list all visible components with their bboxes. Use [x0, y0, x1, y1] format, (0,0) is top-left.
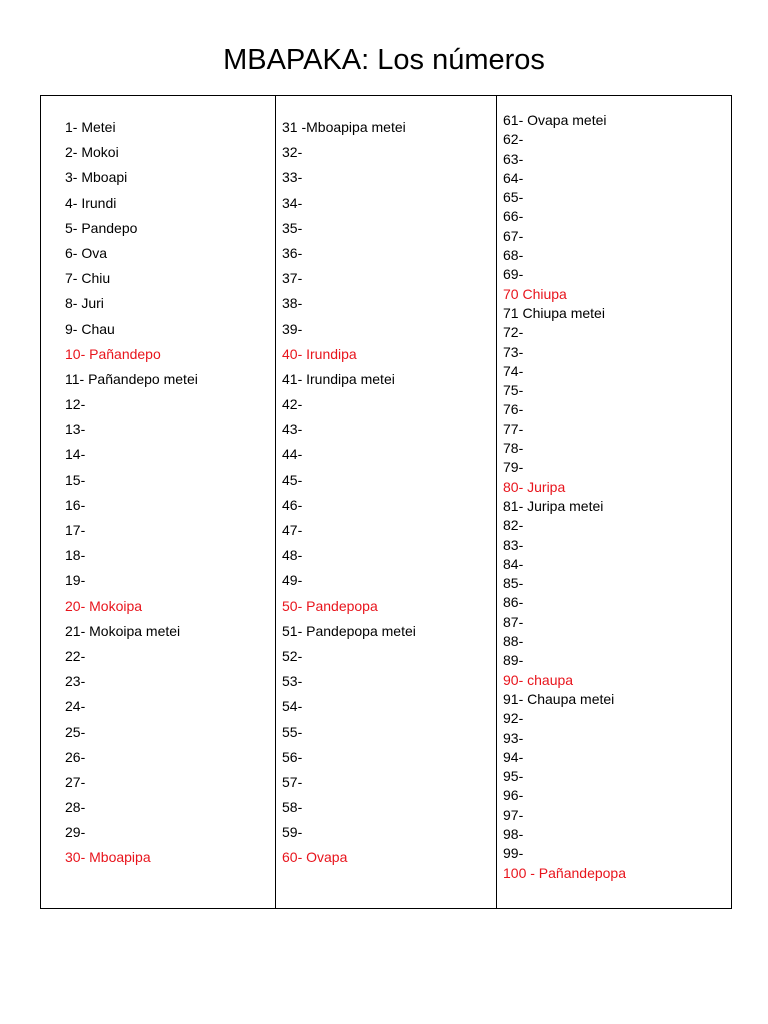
number-list-1	[41, 96, 275, 875]
list-item: 19-	[65, 572, 86, 589]
list-item: 73-	[503, 343, 524, 360]
list-item-highlighted: 90- chaupa	[503, 671, 574, 688]
list-item: 62-	[503, 131, 524, 148]
list-item: 1- Metei	[65, 119, 116, 135]
list-item: 84-	[503, 555, 524, 572]
list-item: 93-	[503, 729, 524, 746]
list-item: 61- Ovapa metei	[503, 112, 607, 128]
list-item: 8- Juri	[65, 295, 104, 312]
list-item: 38-	[282, 295, 303, 312]
list-item: 67-	[503, 227, 524, 244]
list-item-highlighted: 40- Irundipa	[282, 345, 357, 362]
list-item: 75-	[503, 382, 524, 399]
list-item: 31 -Mboapipa metei	[282, 119, 406, 135]
list-item: 48-	[282, 547, 303, 564]
list-item: 96-	[503, 787, 524, 804]
list-item: 42-	[282, 396, 303, 413]
list-item-highlighted: 100 - Pañandepopa	[503, 864, 626, 881]
column-1	[41, 96, 276, 908]
list-item: 89-	[503, 652, 524, 669]
list-item: 12-	[65, 396, 86, 413]
list-item: 21- Mokoipa metei	[65, 622, 181, 639]
list-item: 3- Mboapi	[65, 169, 128, 186]
list-item: 81- Juripa metei	[503, 497, 604, 514]
list-item: 92-	[503, 710, 524, 727]
list-item: 17-	[65, 522, 86, 538]
list-item: 94-	[503, 748, 524, 765]
list-item: 77-	[503, 420, 524, 437]
list-item-highlighted: 10- Pañandepo	[65, 345, 161, 362]
list-item: 26-	[65, 748, 86, 765]
list-item-highlighted: 50- Pandepopa	[282, 597, 378, 614]
list-item: 83-	[503, 536, 524, 553]
list-item: 25-	[65, 723, 86, 740]
list-item: 36-	[282, 244, 303, 261]
list-item: 11- Pañandepo metei	[65, 370, 198, 387]
list-item-highlighted: 60- Ovapa	[282, 849, 348, 866]
list-item: 63-	[503, 150, 524, 167]
list-item: 76-	[503, 401, 524, 418]
list-item-highlighted: 80- Juripa	[503, 478, 566, 495]
list-item: 46-	[282, 496, 303, 513]
list-item: 69-	[503, 266, 524, 283]
list-item: 98-	[503, 825, 524, 842]
list-item: 6- Ova	[65, 244, 108, 261]
list-item: 37-	[282, 270, 303, 287]
list-item: 13-	[65, 421, 86, 438]
list-item: 22-	[65, 647, 86, 664]
list-item: 39-	[282, 320, 303, 337]
list-item: 55-	[282, 723, 303, 740]
list-item-highlighted: 30- Mboapipa	[65, 849, 151, 866]
list-item: 79-	[503, 459, 524, 476]
list-item: 51- Pandepopa metei	[282, 622, 416, 639]
list-item: 64-	[503, 169, 524, 186]
list-item: 66-	[503, 208, 524, 225]
list-item: 34-	[282, 194, 303, 211]
list-item: 24-	[65, 698, 86, 715]
list-item: 9- Chau	[65, 320, 115, 337]
list-item: 43-	[282, 421, 303, 438]
list-item: 56-	[282, 748, 303, 765]
list-item: 4- Irundi	[65, 194, 117, 211]
list-item: 52-	[282, 647, 303, 664]
column-2	[276, 96, 497, 908]
list-item: 47-	[282, 522, 303, 538]
list-item-highlighted: 20- Mokoipa	[65, 597, 143, 614]
list-item: 29-	[65, 824, 86, 841]
numbers-table	[40, 95, 732, 909]
list-item: 59-	[282, 824, 303, 841]
list-item: 53-	[282, 673, 303, 690]
list-item: 32-	[282, 144, 303, 161]
list-item-highlighted: 70 Chiupa	[503, 285, 567, 302]
number-list-3	[497, 96, 731, 884]
list-item: 85-	[503, 575, 524, 592]
list-item: 45-	[282, 471, 303, 488]
list-item: 7- Chiu	[65, 270, 111, 287]
list-item: 87-	[503, 613, 524, 630]
list-item: 5- Pandepo	[65, 219, 138, 236]
list-item: 35-	[282, 219, 303, 236]
list-item: 15-	[65, 471, 86, 488]
list-item: 72-	[503, 324, 524, 341]
list-item: 18-	[65, 547, 86, 564]
list-item: 44-	[282, 446, 303, 463]
page-title: MBAPAKA: Los números	[223, 44, 545, 76]
list-item: 97-	[503, 806, 524, 823]
list-item: 74-	[503, 362, 524, 379]
list-item: 28-	[65, 799, 86, 816]
list-item: 54-	[282, 698, 303, 715]
list-item: 23-	[65, 673, 86, 690]
list-item: 99-	[503, 845, 524, 862]
list-item: 33-	[282, 169, 303, 186]
list-item: 14-	[65, 446, 86, 463]
list-item: 88-	[503, 633, 524, 650]
list-item: 41- Irundipa metei	[282, 370, 395, 387]
list-item: 82-	[503, 517, 524, 534]
list-item: 71 Chiupa metei	[503, 304, 605, 321]
number-list-2	[276, 96, 496, 875]
list-item: 27-	[65, 773, 86, 790]
list-item: 91- Chaupa metei	[503, 690, 615, 707]
list-item: 49-	[282, 572, 303, 589]
list-item: 86-	[503, 594, 524, 611]
column-3	[497, 96, 731, 908]
list-item: 16-	[65, 496, 86, 513]
list-item: 65-	[503, 189, 524, 206]
list-item: 57-	[282, 773, 303, 790]
list-item: 95-	[503, 768, 524, 785]
list-item: 78-	[503, 440, 524, 457]
list-item: 68-	[503, 247, 524, 264]
list-item: 58-	[282, 799, 303, 816]
list-item: 2- Mokoi	[65, 144, 119, 161]
